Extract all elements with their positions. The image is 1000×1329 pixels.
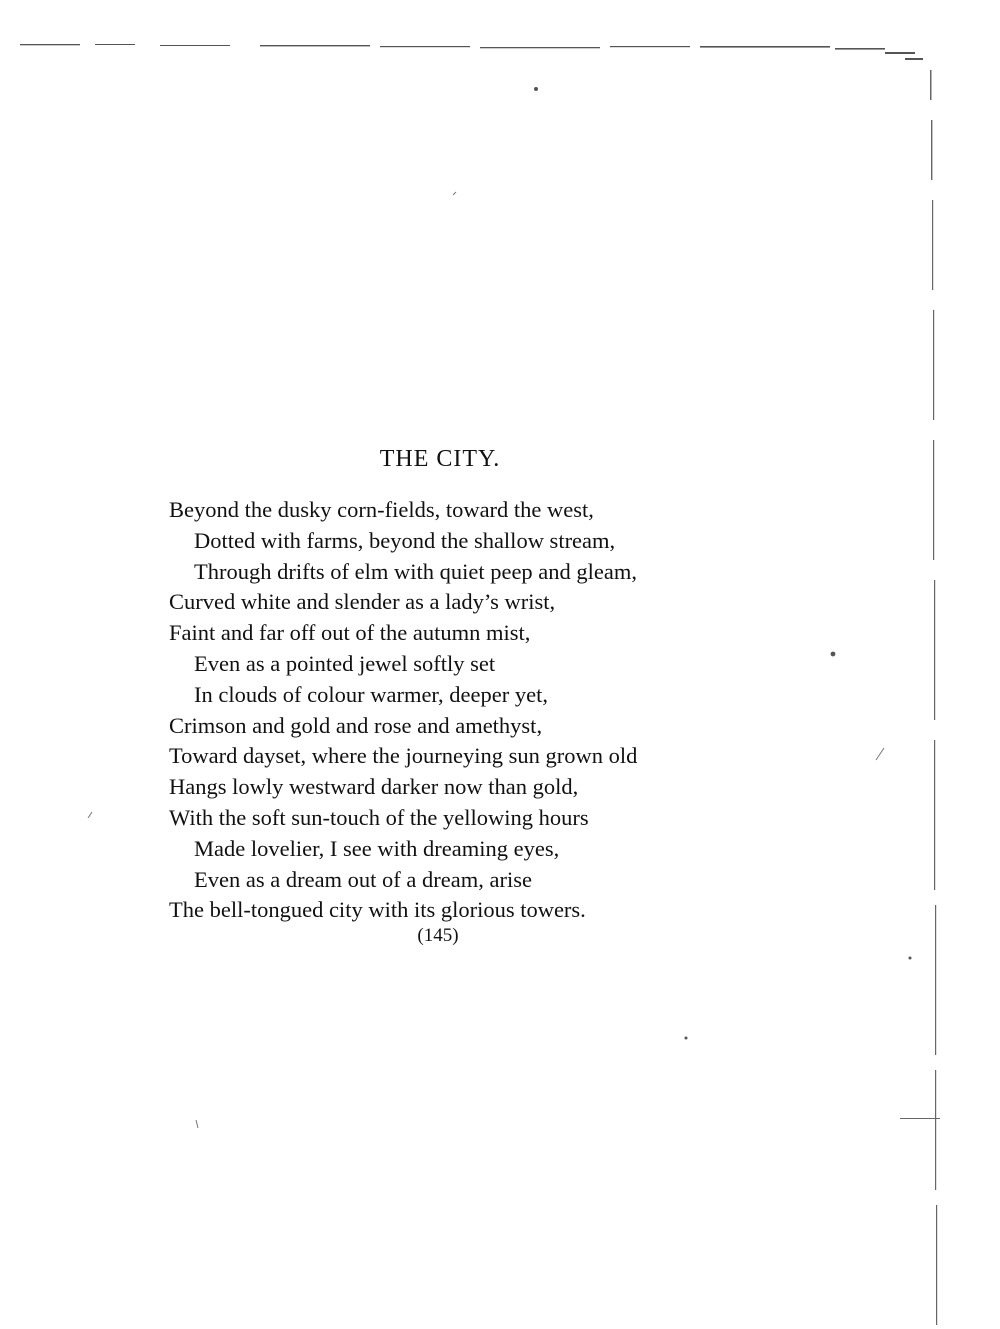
poem-line: Made lovelier, I see with dreaming eyes,	[194, 835, 560, 861]
poem-line: The bell-tongued city with its glorious towers.	[169, 897, 586, 923]
poem-body	[169, 495, 789, 926]
poem-line: Even as a dream out of a dream, arise	[194, 866, 532, 892]
page-number: (145)	[417, 925, 459, 946]
poem-line: Dotted with farms, beyond the shallow stream,	[194, 527, 616, 553]
poem-line: Hangs lowly westward darker now than gold,	[169, 774, 579, 800]
poem-line: In clouds of colour warmer, deeper yet,	[194, 681, 548, 707]
poem-line: Curved white and slender as a lady’s wrist,	[169, 589, 556, 615]
poem-title: THE CITY.	[379, 446, 501, 472]
poem-line: Toward dayset, where the journeying sun grown old	[169, 743, 638, 769]
poem-line: Beyond the dusky corn-fields, toward the west,	[169, 497, 594, 522]
poem-line: With the soft sun-touch of the yellowing hours	[169, 804, 589, 830]
poem-line: Even as a pointed jewel softly set	[194, 650, 496, 676]
poem-line: Through drifts of elm with quiet peep and gleam,	[194, 558, 638, 584]
poem-line: Faint and far off out of the autumn mist,	[169, 620, 531, 646]
poem-line: Crimson and gold and rose and amethyst,	[169, 712, 543, 738]
